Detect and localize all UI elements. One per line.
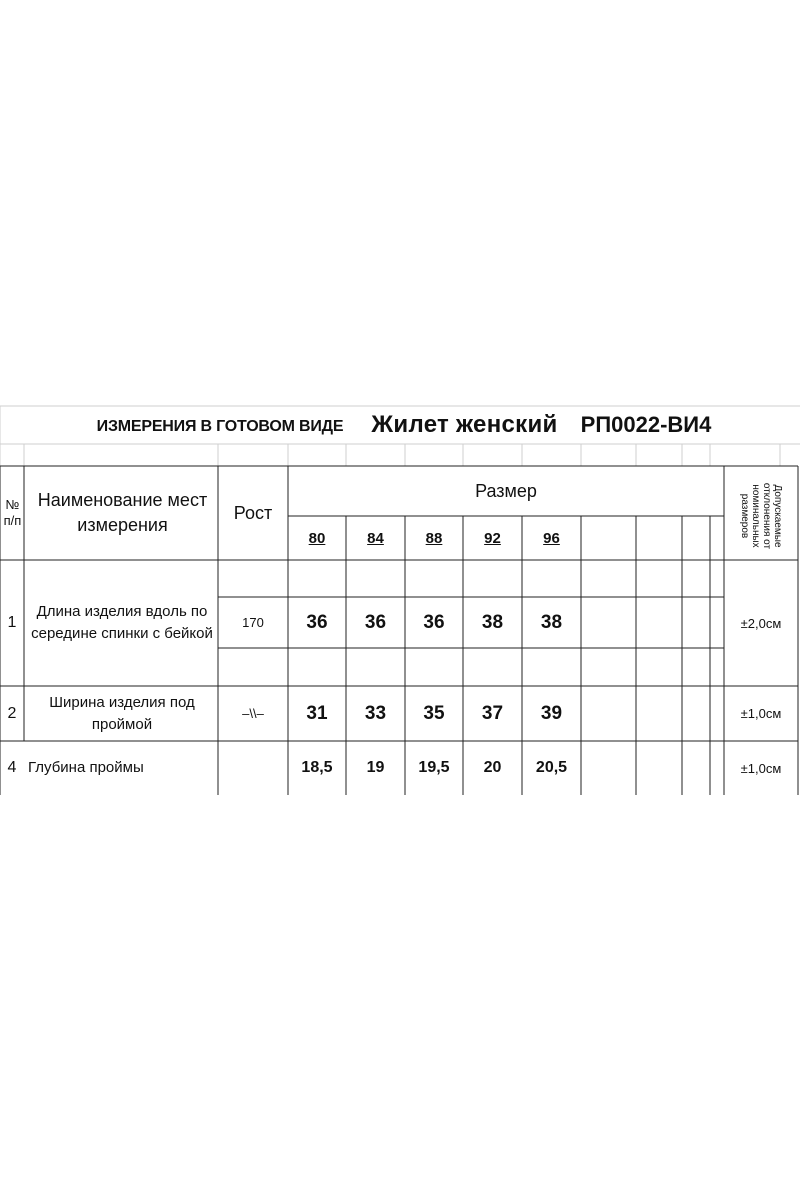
product-title: Жилет женский xyxy=(371,411,558,438)
size-header-88: 88 xyxy=(425,529,443,547)
header-tolerance: Допускаемые отклонения от номинальных размеров xyxy=(739,482,783,550)
row-2-value-88: 35 xyxy=(423,702,445,724)
header-number: № п/п xyxy=(3,497,22,528)
size-header-96: 96 xyxy=(543,529,560,547)
row-1-value-96: 38 xyxy=(540,611,563,633)
row-1-value-80: 36 xyxy=(306,611,328,633)
row-4-value-96: 20,5 xyxy=(535,759,568,776)
size-header-92: 92 xyxy=(484,529,501,547)
row-2-value-84: 33 xyxy=(364,702,387,724)
row-2-value-96: 39 xyxy=(540,702,563,724)
row-1-value-88: 36 xyxy=(423,611,445,633)
row-4-number: 4 xyxy=(7,759,17,776)
row-4-value-92: 20 xyxy=(483,759,502,776)
header-name: Наименование мест измерения xyxy=(37,490,208,535)
row-1-name: Длина изделия вдоль по середине спинки с бейкой xyxy=(31,603,213,642)
measurements-title: ИЗМЕРЕНИЯ В ГОТОВОМ ВИДЕ xyxy=(96,418,344,435)
header-size: Размер xyxy=(475,480,537,501)
row-4-value-80: 18,5 xyxy=(301,759,333,776)
row-1-tolerance: ±2,0см xyxy=(740,615,782,631)
row-2-name: Ширина изделия под проймой xyxy=(49,693,195,733)
row-1-height: 170 xyxy=(242,615,264,630)
row-2-height: –\\– xyxy=(242,706,264,721)
row-1-value-84: 36 xyxy=(364,611,387,633)
header-height: Рост xyxy=(233,502,273,523)
row-4-value-88: 19,5 xyxy=(418,759,450,776)
row-4-value-84: 19 xyxy=(366,759,385,776)
row-4-height xyxy=(218,741,288,795)
row-2-value-80: 31 xyxy=(306,702,328,724)
row-1-value-92: 38 xyxy=(481,611,504,633)
size-header-80: 80 xyxy=(308,529,326,547)
row-4-name: Глубина проймы xyxy=(28,759,144,776)
row-2-tolerance: ±1,0см xyxy=(740,706,782,721)
row-2-value-92: 37 xyxy=(481,702,504,724)
size-header-84: 84 xyxy=(367,529,384,547)
row-1-number: 1 xyxy=(7,614,17,631)
row-2-number: 2 xyxy=(7,704,17,722)
product-code: РП0022-ВИ4 xyxy=(580,412,712,437)
row-4-tolerance: ±1,0см xyxy=(740,760,782,776)
